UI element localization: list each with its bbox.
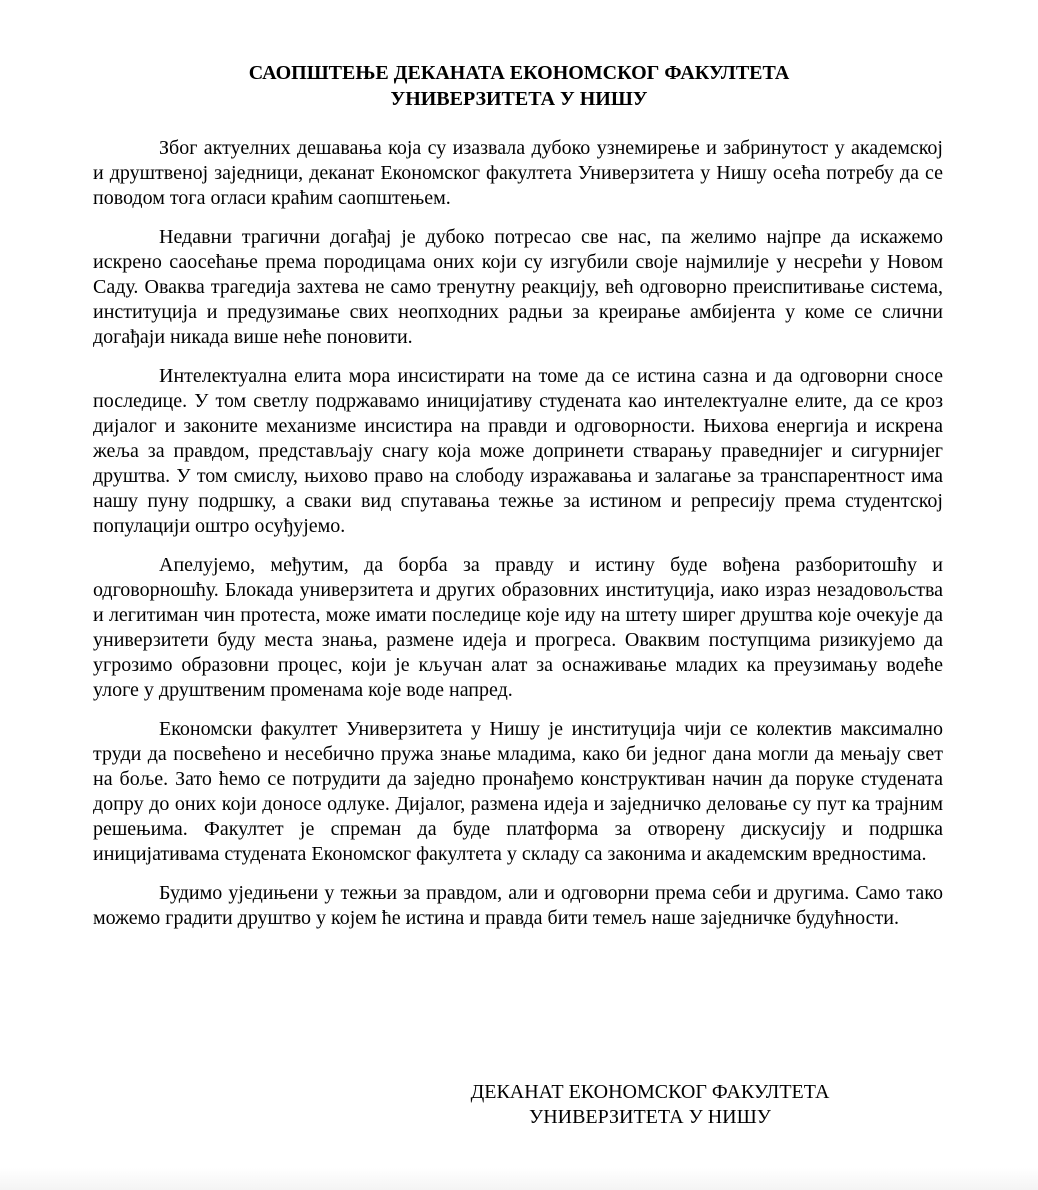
paragraph-2: Недавни трагични догађај је дубоко потресао све нас, па желимо најпре да искажемо искрено саосећање према породицама оних који су изгубили своје најмилије у несрећи у Новом Саду. Оваква трагедија захтева не само тренутну реакцију, већ одговорно преиспитивање система, институција и предузимање свих неопходних радњи за креирање амбијента у коме се слични догађаји никада више неће поновити. bbox=[93, 226, 943, 348]
paragraph-3: Интелектуална елита мора инсистирати на томе да се истина сазна и да одговорни сносе последице. У том светлу подржавамо иницијативу студената као интелектуалне елите, да се кроз дијалог и законите механизме инсистира на правди и одговорности. Њихова енергија и искрена жеља за правдом, представљају снагу која може допринети стварању праведнијег и сигурнијег друштва. У том смислу, њихово право на слободу изражавања и залагање за транспарентност има нашу пуну подршку, а сваки вид спутавања тежње за истином и репресију према студентској популацији оштро осуђујемо. bbox=[93, 365, 943, 537]
statement-body bbox=[93, 136, 943, 945]
paragraph-5: Економски факултет Универзитета у Нишу је институција чији се колектив максимално труди да посвећено и несебично пружа знање младима, како би једног дана могли да мењају свет на боље. Зато ћемо се потрудити да заједно пронађемо конструктиван начин да поруке студената допру до оних који доносе одлуке. Дијалог, размена идеја и заједничко деловање су пут ка трајним решењима. Факултет је спреман да буде платформа за отворену дискусију и подршка иницијативама студената Економског факултета у складу са законима и академским вредностима. bbox=[93, 718, 943, 865]
paragraph-4: Апелујемо, међутим, да борба за правду и истину буде вођена разборитошћу и одговорношћу. Блокада универзитета и других образовних институција, иако израз незадовољства и легитиман чин протеста, може имати последице које иду на штету ширег друштва које очекује да универзитети буду места знања, размене идеја и прогреса. Оваквим поступцима ризикујемо да угрозимо образовни процес, који је кључан алат за оснаживање младих ка преузимању водеће улоге у друштвеним променама које воде напред. bbox=[93, 554, 943, 701]
signature-block bbox=[400, 1080, 900, 1130]
signature-line-1: ДЕКАНАТ ЕКОНОМСКОГ ФАКУЛТЕТА bbox=[470, 1081, 830, 1103]
paragraph-1: Због актуелних дешавања која су изазвала дубоко узнемирење и забринутост у академској и друштвеној заједници, деканат Економског факултета Универзитета у Нишу осећа потребу да се поводом тога огласи краћим саопштењем. bbox=[93, 137, 943, 209]
page-title bbox=[0, 60, 1038, 112]
title-line-1: САОПШТЕЊЕ ДЕКАНАТА ЕКОНОМСКОГ ФАКУЛТЕТА bbox=[248, 62, 790, 84]
page-bottom-edge bbox=[0, 1168, 1038, 1190]
title-line-2: УНИВЕРЗИТЕТА У НИШУ bbox=[390, 88, 648, 110]
signature-line-2: УНИВЕРЗИТЕТА У НИШУ bbox=[529, 1106, 771, 1128]
paragraph-6: Будимо уједињени у тежњи за правдом, али и одговорни према себи и другима. Само тако можемо градити друштво у којем ће истина и правда бити темељ наше заједничке будућности. bbox=[93, 882, 943, 929]
